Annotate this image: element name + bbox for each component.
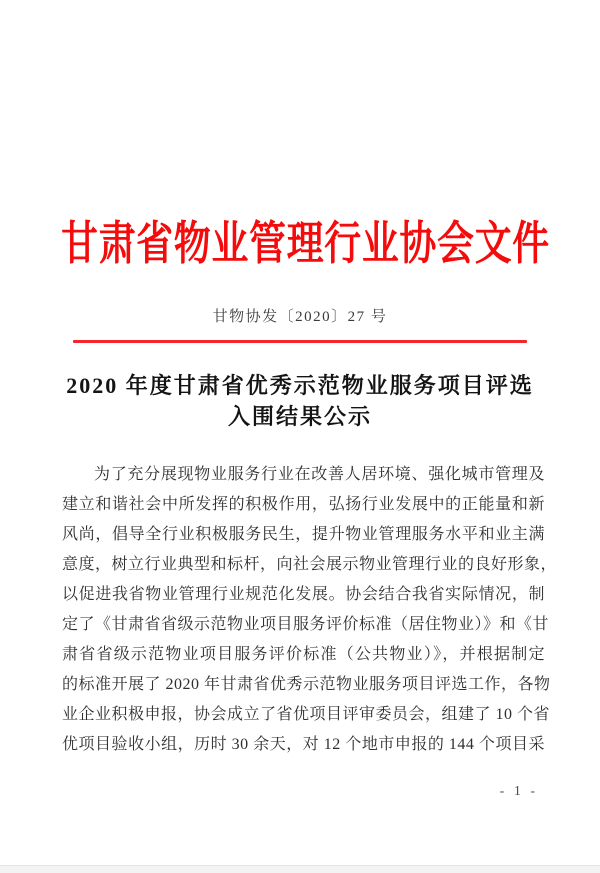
body-line: 意度，树立行业典型和标杆，向社会展示物业管理行业的良好形象，: [62, 556, 558, 573]
document-headline: [0, 370, 600, 432]
document-number: 甘物协发〔2020〕27 号: [212, 309, 388, 325]
red-divider: [73, 340, 527, 343]
page-number: - 1 -: [499, 784, 538, 799]
document-org-title: [0, 218, 600, 281]
body-line: 的标准开展了 2020 年甘肃省优秀示范物业服务项目评选工作，各物: [62, 676, 551, 693]
body-line: 定了《甘肃省省级示范物业项目服务评价标准（居住物业）》和《甘: [62, 616, 550, 633]
document-body: [62, 460, 558, 760]
document-org-title-text: 甘肃省物业管理行业协会文件: [61, 218, 550, 269]
body-line: 业企业积极申报，协会成立了省优项目评审委员会，组建了 10 个省: [62, 706, 551, 723]
body-line: 建立和谐社会中所发挥的积极作用，弘扬行业发展中的正能量和新: [62, 496, 545, 513]
body-line: 为了充分展现物业服务行业在改善人居环境、强化城市管理及: [94, 466, 545, 483]
body-line: 优项目验收小组，历时 30 余天，对 12 个地市申报的 144 个项目采: [62, 736, 545, 753]
body-line: 风尚，倡导全行业积极服务民生，提升物业管理服务水平和业主满: [62, 526, 545, 543]
body-line: 肃省省级示范物业项目服务评价标准（公共物业）》，并根据制定: [62, 646, 545, 663]
page-bottom-edge: [0, 865, 600, 873]
body-line: 以促进我省物业管理行业规范化发展。协会结合我省实际情况，制: [62, 586, 545, 603]
headline-line-1: 2020 年度甘肃省优秀示范物业服务项目评选: [66, 373, 534, 398]
headline-line-2: 入围结果公示: [227, 404, 372, 429]
